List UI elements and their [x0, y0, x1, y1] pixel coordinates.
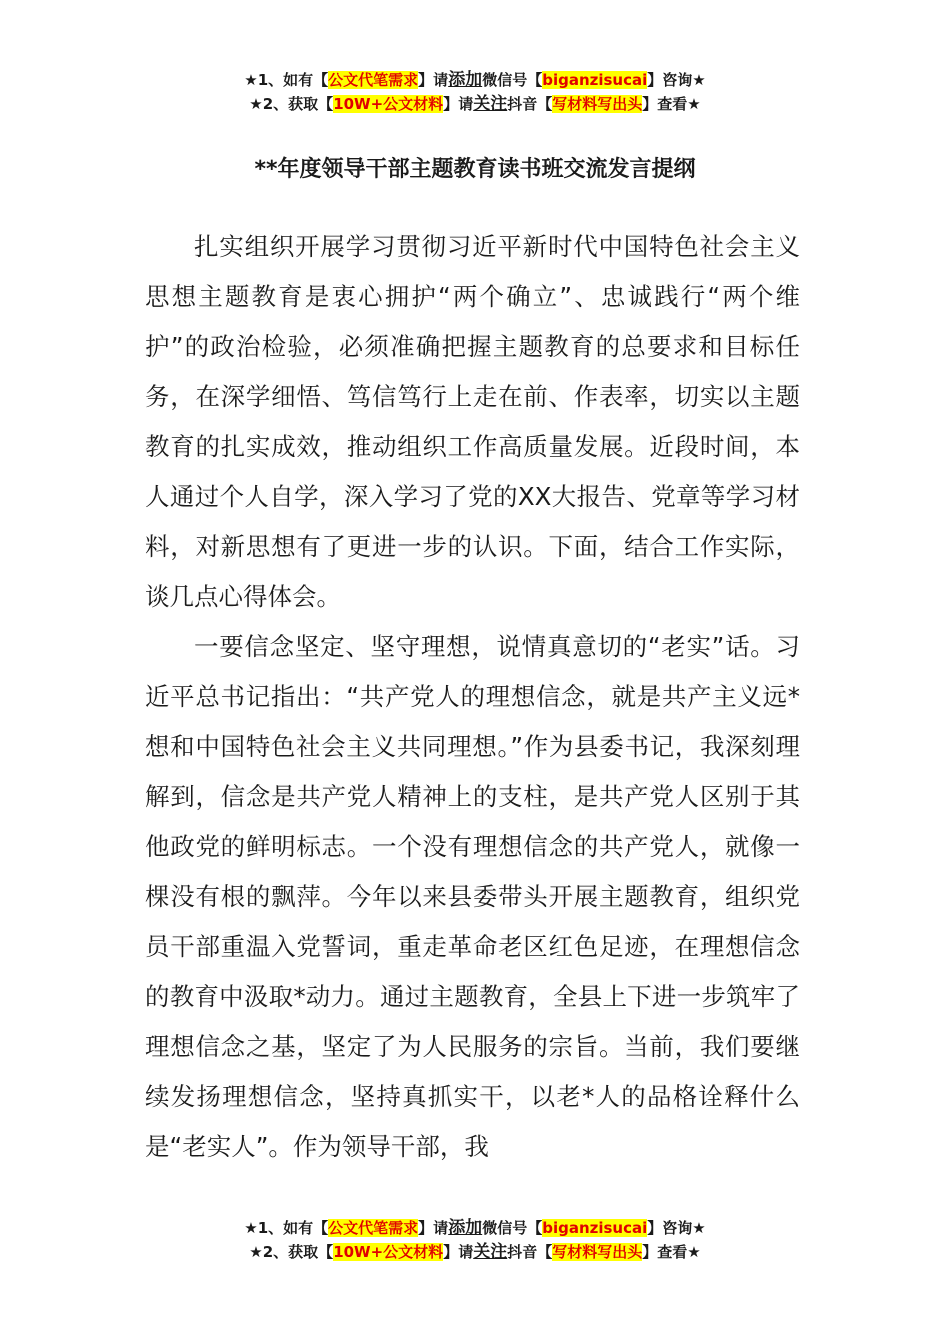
banner-line-1 [0, 68, 950, 92]
banner-text: 】咨询★ [647, 71, 706, 89]
banner-text: 抖音【 [507, 95, 553, 113]
paragraph-intro: 扎实组织开展学习贯彻习近平新时代中国特色社会主义思想主题教育是衷心拥护“两个确立”、忠诚践行“两个维护”的政治检验，必须准确把握主题教育的总要求和目标任务，在深学细悟、笃信笃行上走在前、作表率，切实以主题教育的扎实成效，推动组织工作高质量发展。近段时间，本人通过个人自学，深入学习了党的XX大报告、党章等学习材料，对新思想有了更进一步的认识。下面，结合工作实际，谈几点心得体会。 [145, 232, 800, 611]
footer-banner [0, 1216, 950, 1264]
banner-text: ★1、如有【 [244, 71, 329, 89]
banner-line-2 [0, 1240, 950, 1264]
banner-text: ★1、如有【 [244, 1219, 329, 1237]
banner-text: 】查看★ [642, 95, 701, 113]
banner-text: 】请 [443, 95, 474, 113]
highlight-materials: 10W+公文材料 [333, 95, 444, 113]
banner-text: ★2、获取【 [249, 1243, 334, 1261]
banner-text: ★2、获取【 [249, 95, 334, 113]
emphasis-add: 添加 [448, 70, 483, 90]
banner-text: 】查看★ [642, 1243, 701, 1261]
document-title: **年度领导干部主题教育读书班交流发言提纲 [254, 157, 696, 182]
highlight-wechat-id: biganzisucai [542, 71, 648, 89]
banner-text: 微信号【 [482, 1219, 543, 1237]
banner-line-2 [0, 92, 950, 116]
emphasis-add: 添加 [448, 1218, 483, 1238]
highlight-service: 公文代笔需求 [328, 71, 419, 89]
highlight-service: 公文代笔需求 [328, 1219, 419, 1237]
highlight-materials: 10W+公文材料 [333, 1243, 444, 1261]
highlight-wechat-id: biganzisucai [542, 1219, 648, 1237]
header-banner [0, 68, 950, 116]
paragraph-point-one: 一要信念坚定、坚守理想，说情真意切的“老实”话。习近平总书记指出：“共产党人的理想信念，就是共产主义远*想和中国特色社会主义共同理想。”作为县委书记，我深刻理解到，信念是共产党人精神上的支柱，是共产党人区别于其他政党的鲜明标志。一个没有理想信念的共产党人，就像一棵没有根的飘萍。今年以来县委带头开展主题教育，组织党员干部重温入党誓词，重走革命老区红色足迹，在理想信念的教育中汲取*动力。通过主题教育，全县上下进一步筑牢了理想信念之基，坚定了为人民服务的宗旨。当前，我们要继续发扬理想信念，坚持真抓实干，以老*人的品格诠释什么是“老实人”。作为领导干部，我 [145, 632, 800, 1161]
banner-text: 】请 [418, 1219, 449, 1237]
banner-text: 抖音【 [507, 1243, 553, 1261]
banner-text: 】请 [418, 71, 449, 89]
highlight-douyin-account: 写材料写出头 [552, 95, 643, 113]
emphasis-follow: 关注 [473, 94, 508, 114]
highlight-douyin-account: 写材料写出头 [552, 1243, 643, 1261]
banner-text: 】咨询★ [647, 1219, 706, 1237]
banner-text: 】请 [443, 1243, 474, 1261]
banner-line-1 [0, 1216, 950, 1240]
banner-text: 微信号【 [482, 71, 543, 89]
emphasis-follow: 关注 [473, 1242, 508, 1262]
document-body [145, 222, 800, 1172]
